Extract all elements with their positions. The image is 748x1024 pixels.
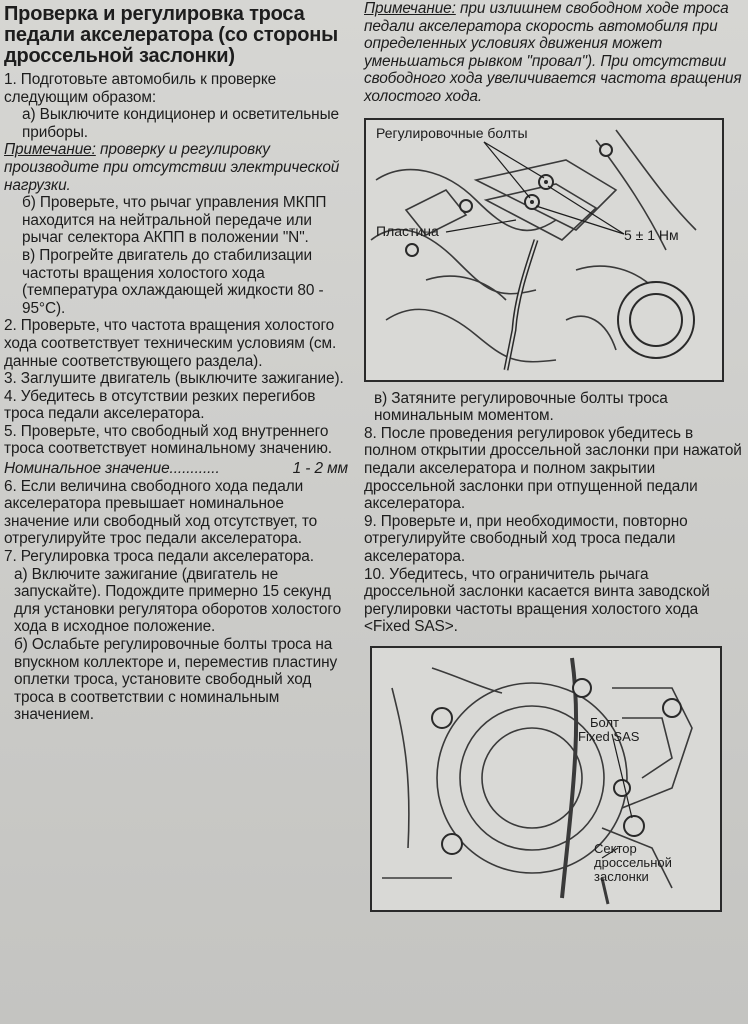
step-5: 5. Проверьте, что свободный ход внутреннего троса соответствует номинальному значению. xyxy=(4,422,332,458)
note-1-text: проверку и регулировку производите при отсутствии электрической нагрузки. xyxy=(4,141,340,194)
figure-throttle-body xyxy=(370,646,722,912)
step-10: 10. Убедитесь, что ограничитель рычага дроссельной заслонки касается винта заводской регулировки частоты вращения холостого хода <Fixed SAS>. xyxy=(364,565,710,636)
note-1-label: Примечание: xyxy=(4,141,96,159)
note-2 xyxy=(364,0,742,106)
step-7a: а) Включите зажигание (двигатель не запускайте). Подождите примерно 15 секунд для установки регулятора оборотов холостого хода в исходное положение. xyxy=(14,565,342,636)
note-1 xyxy=(4,141,352,194)
label-fixed-sas: Fixed SAS xyxy=(578,728,640,744)
note-2-label: Примечание: xyxy=(364,0,456,17)
step-7c: в) Затяните регулировочные болты троса номинальным моментом. xyxy=(374,389,668,425)
step-8: 8. После проведения регулировок убедитесь в полном открытии дроссельной заслонки при нажатой педали акселератора и полном закрытии дроссельной заслонки при отпущенной педали акселератора. xyxy=(364,424,742,513)
step-2: 2. Проверьте, что частота вращения холостого хода соответствует техническим условиям (см. данные соответствующего раздела). xyxy=(4,317,337,370)
step-3: 3. Заглушите двигатель (выключите зажигание). xyxy=(4,370,344,388)
label-sector-3: заслонки xyxy=(594,868,649,884)
nominal-value: 1 - 2 мм xyxy=(292,460,348,478)
figure-cable-bolts-drawing xyxy=(366,120,722,380)
step-4: 4. Убедитесь в отсутствии резких перегибов троса педали акселератора. xyxy=(4,387,316,423)
note-2-text: при излишнем свободном ходе троса педали акселератора скорость автомобиля при определенных условиях движения может уменьшаться рывком "провал"). При отсутствии свободного хода увеличивается частота вращения холостого хода. xyxy=(364,0,742,105)
step-1b: б) Проверьте, что рычаг управления МКПП находится на нейтральной передаче или рычаг селектора АКПП в положении "N". xyxy=(22,194,327,247)
step-7: 7. Регулировка троса педали акселератора. xyxy=(4,548,314,566)
step-1: 1. Подготовьте автомобиль к проверке следующим образом: xyxy=(4,71,277,106)
figure-throttle-body-drawing xyxy=(372,648,720,910)
label-sector-1: Сектор xyxy=(594,840,637,856)
label-sector-2: дроссельной xyxy=(594,854,672,870)
label-adjusting-bolts: Регулировочные болты xyxy=(376,124,528,141)
figure-cable-bolts xyxy=(364,118,724,382)
step-1c: в) Прогрейте двигатель до стабилизации частоты вращения холостого хода (температура охлаждающей жидкости 80 - 95°С). xyxy=(22,246,324,317)
right-column xyxy=(364,0,742,912)
nominal-label: Номинальное значение............ xyxy=(4,460,220,478)
step-1a: а) Выключите кондиционер и осветительные приборы. xyxy=(22,106,339,141)
label-torque: 5 ± 1 Нм xyxy=(624,226,679,243)
label-plate: Пластина xyxy=(376,222,439,239)
step-7b: б) Ослабьте регулировочные болты троса на впускном коллекторе и, переместив пластину оплетки троса, установите свободный ход троса в соответствии с номинальным значением. xyxy=(14,636,338,724)
step-9: 9. Проверьте и, при необходимости, повторно отрегулируйте свободный ход троса педали акселератора. xyxy=(364,512,688,565)
step-6: 6. Если величина свободного хода педали акселератора превышает номинальное значение или свободный ход отсутствует, то отрегулируйте трос педали акселератора. xyxy=(4,477,318,548)
section-title: Проверка и регулировка троса педали акселератора (со стороны дроссельной заслонки) xyxy=(4,3,339,67)
label-bolt: Болт xyxy=(590,714,620,730)
left-column xyxy=(4,0,352,724)
nominal-value-row xyxy=(4,460,352,478)
